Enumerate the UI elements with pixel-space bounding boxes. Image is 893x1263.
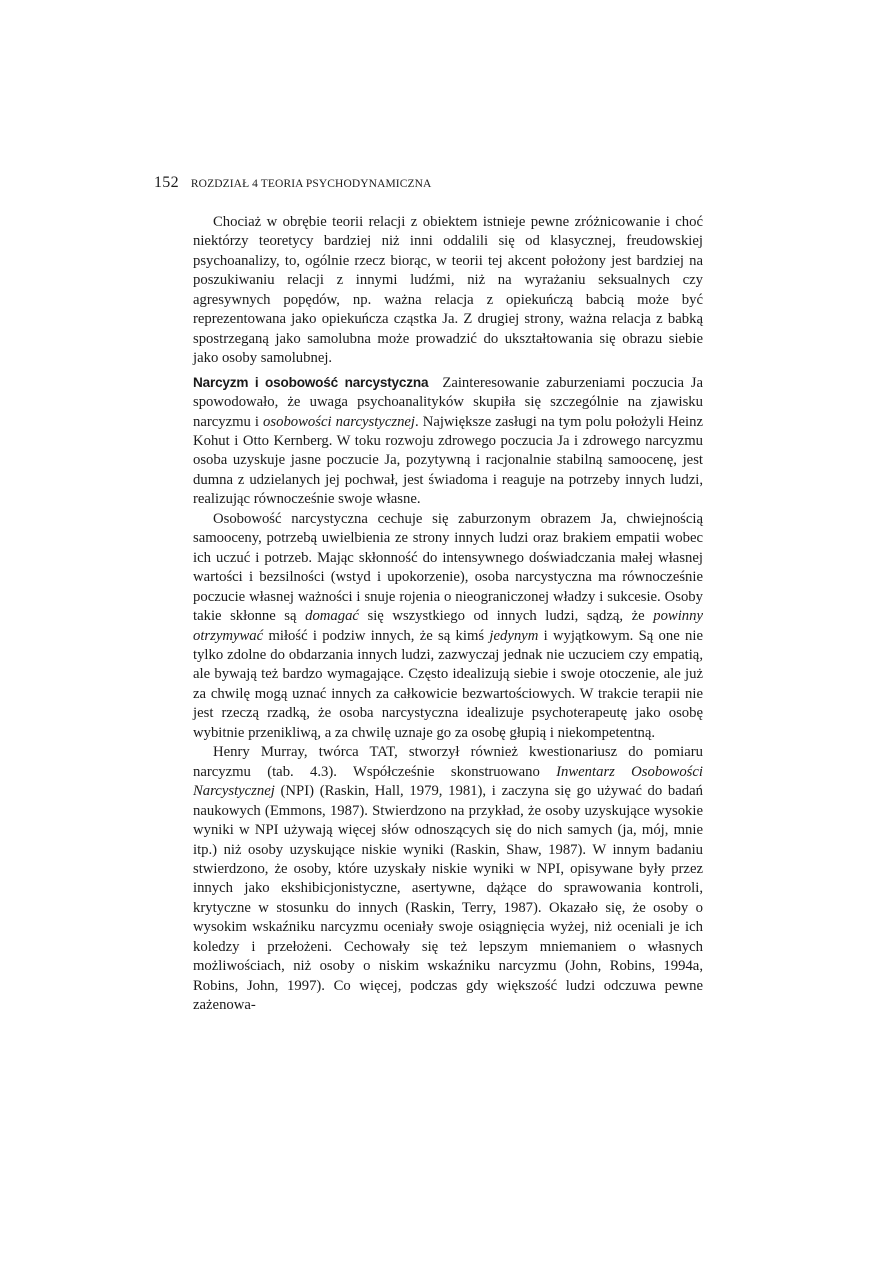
- paragraph-text: Osobowość narcystyczna cechuje się zaburzonym obrazem Ja, chwiejnością samooceny, potrzebą uwielbienia ze strony innych ludzi oraz brakiem empatii wobec ich uczuć i potrzeb. Mając skłonność do intensywnego doświadczania małej własnej wartości i bezsilności (wstyd i upokorzenie), osoba narcystyczna ma równocześnie poczucie własnej ważności i snuje rojenia o nieograniczonej władzy i sukcesie. Osoby takie skłonne są: [193, 510, 703, 625]
- paragraph-text: Zainteresowanie zaburzeniami poczucia Ja spowodowało, że uwaga psychoanalityków skupiła się szczególnie na zjawisku narcyzmu i: [193, 374, 703, 430]
- running-head: ROZDZIAŁ 4 TEORIA PSYCHODYNAMICZNA: [190, 178, 432, 190]
- page-header: [154, 174, 714, 196]
- paragraph-text: Henry Murray, twórca TAT, stworzył również kwestionariusz do pomiaru narcyzmu (tab. 4.3). Współcześnie skonstruowano: [193, 744, 703, 780]
- emphasis-text: domagać: [305, 608, 359, 625]
- paragraph-narcissism: [193, 373, 703, 510]
- paragraph-text: i wyjątkowym. Są one nie tylko zdolne do obdarzania innych ludzi, zazwyczaj jednak nie uczuciem czy empatią, ale bywają też bardzo wymagające. Często idealizują siebie i swoje otoczenie, ale już za chwilę mogą uznać innych za całkowicie bezwartościowych. W trakcie terapii nie jest rzeczą rzadką, że osoba narcystyczna idealizuje psychoterapeutę jako osobę wybitnie przenikliwą, a za chwilę uznaje go za osobę głupią i niekompetentną.: [193, 627, 703, 741]
- paragraph: [193, 213, 703, 369]
- emphasis-text: powinny otrzymywać: [193, 608, 703, 644]
- emphasis-text: jedynym: [489, 627, 539, 644]
- paragraph-text: miłość i podziw innych, że są kimś: [263, 627, 490, 644]
- paragraph: [193, 510, 703, 743]
- paragraph-text: . Największe zasługi na tym polu położyli Heinz Kohut i Otto Kernberg. W toku rozwoju zdrowego poczucia Ja i zdrowego narcyzmu osoba uzyskuje jasne poczucie Ja, pozytywną i racjonalnie stabilną samoocenę, jest dumna z udzielanych jej pochwał, jest świadoma i reaguje na potrzeby innych ludzi, realizując równocześnie swoje własne.: [193, 413, 703, 508]
- body-text: [193, 213, 703, 1016]
- paragraph-text: (NPI) (Raskin, Hall, 1979, 1981), i zaczyna się go używać do badań naukowych (Emmons, 1987). Stwierdzono na przykład, że osoby uzyskujące wysokie wyniki w NPI używają więcej słów odnoszących się do nich samych (ja, mój, mnie itp.) niż osoby uzyskujące niskie wyniki (Raskin, Shaw, 1987). W innym badaniu stwierdzono, że osoby, które uzyskały niskie wyniki w NPI, opisywane były przez innych jako ekshibicjonistyczne, asertywne, dążące do sprawowania kontroli, krytyczne w stosunku do innych (Raskin, Terry, 1987). Okazało się, że osoby o wysokim wskaźniku narcyzmu oceniały swoje osiągnięcia wyżej, niż oceniali je ich koledzy i przełożeni. Cechowały się też lepszym mniemaniem o własnych możliwościach, niż osoby o niskim wskaźniku narcyzmu (John, Robins, 1994a, Robins, John, 1997). Co więcej, podczas gdy większość ludzi odczuwa pewne zażenowa-: [193, 783, 703, 1014]
- paragraph-text: się wszystkiego od innych ludzi, sądzą, że: [358, 608, 654, 625]
- page-number: 152: [154, 174, 179, 191]
- section-heading: Narcyzm i osobowość narcystyczna: [193, 374, 429, 390]
- paragraph: [193, 743, 703, 1015]
- paragraph-text: Chociaż w obrębie teorii relacji z obiektem istnieje pewne zróżnicowanie i choć niektórzy teoretycy bardziej niż inni oddalili się od klasycznej, freudowskiej psychoanalizy, to, ogólnie rzecz biorąc, w teorii tej akcent położony jest bardziej na poszukiwaniu relacji z innymi ludźmi, niż na wyrażaniu seksualnych czy agresywnych popędów, np. ważna relacja z opiekuńczą babcią może być reprezentowana jako opiekuńcza cząstka Ja. Z drugiej strony, ważna relacja z babką spostrzeganą jako samolubna może prowadzić do ukształtowania się obrazu siebie jako osoby samolubnej.: [193, 214, 703, 367]
- emphasis-text: osobowości narcystycznej: [263, 413, 416, 430]
- emphasis-text: Inwentarz Osobowości Narcystycznej: [193, 763, 703, 800]
